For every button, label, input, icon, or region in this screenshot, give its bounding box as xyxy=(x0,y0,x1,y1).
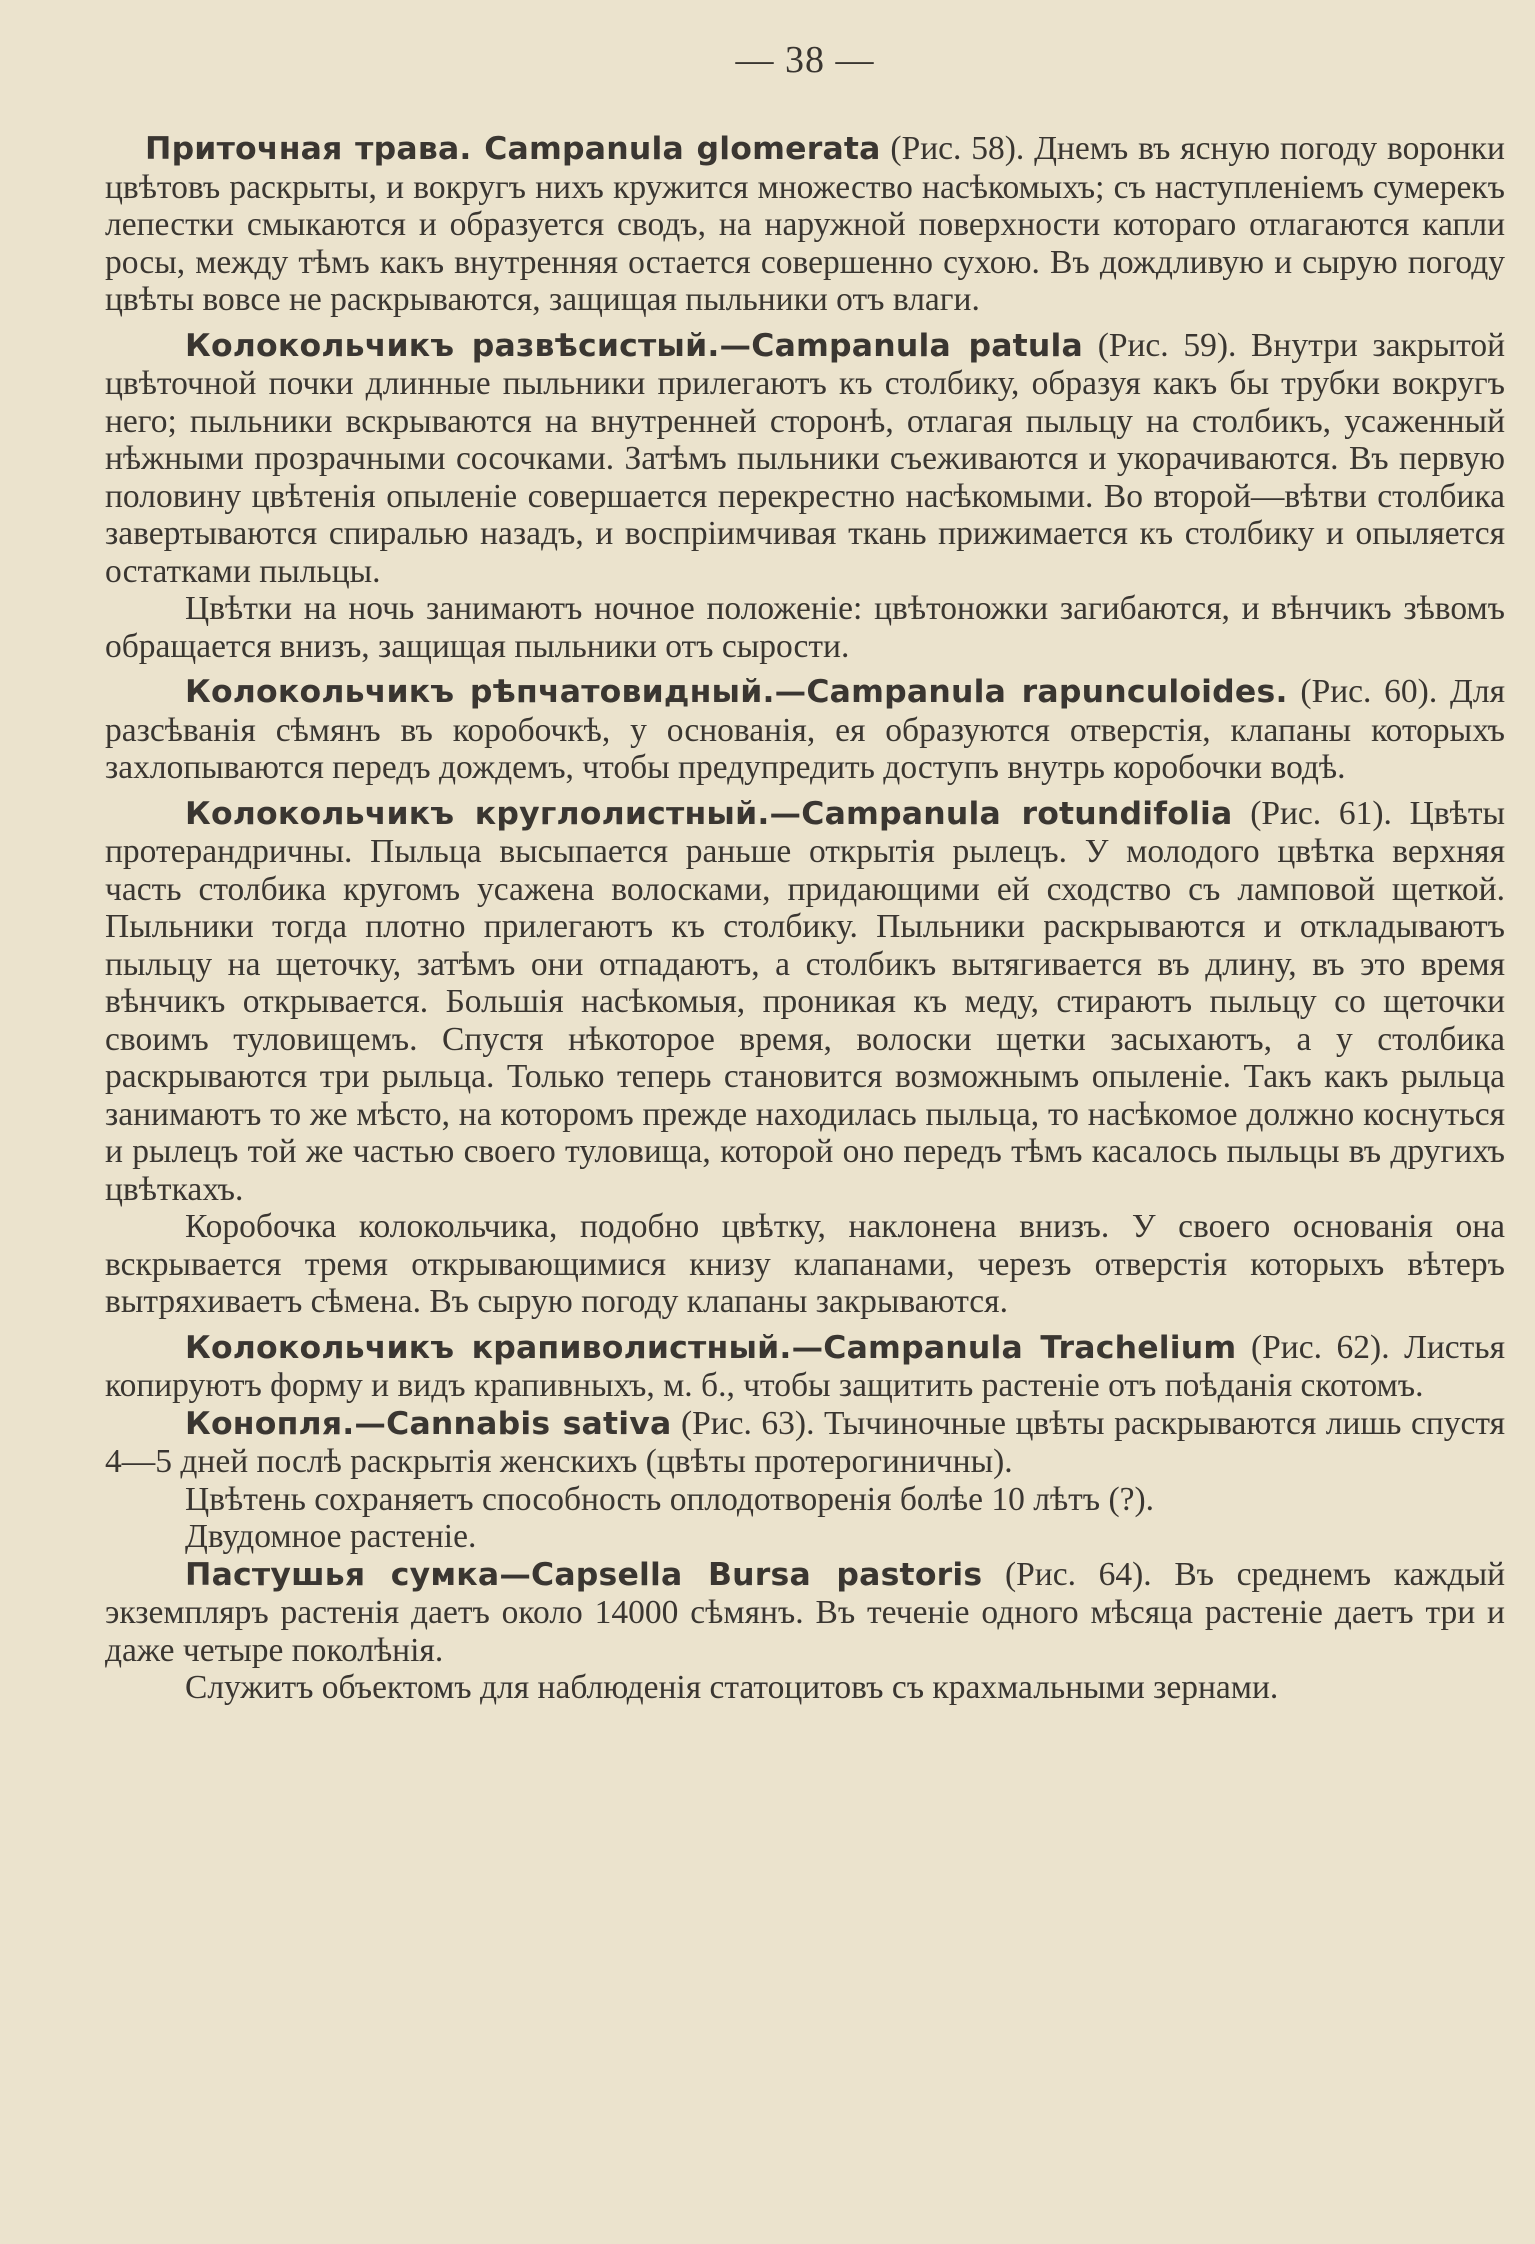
entry-heading: Пастушья сумка—Capsella Bursa pastoris xyxy=(185,1556,983,1593)
paragraph-text: (Рис. 64). Въ среднемъ каждый экземпляръ растенія даетъ около 14000 сѣмянъ. Въ теченіе одного мѣсяца растеніе даетъ три и даже четыре поколѣнія. xyxy=(105,1555,1506,1669)
paragraph xyxy=(105,1481,1505,1519)
paragraph-text: Цвѣтки на ночь занимаютъ ночное положеніе: цвѣтоножки загибаются, и вѣнчикъ зѣвомъ обращается внизъ, защищая пыльники отъ сырости. xyxy=(105,590,1505,665)
paragraph-text: (Рис. 63). Тычиночные цвѣты раскрываются лишь спустя 4—5 дней послѣ раскрытія женскихъ (цвѣты протерогиничны). xyxy=(105,1404,1505,1480)
paragraph xyxy=(105,327,1505,591)
paragraph xyxy=(105,673,1505,787)
paragraph xyxy=(105,1208,1505,1321)
paragraph-text: (Рис. 59). Внутри закрытой цвѣточной почки длинные пыльники прилегаютъ къ столбику, образуя какъ бы трубки вокругъ него; пыльники вскрываются на внутренней сторонѣ, отлагая пыльцу на столбикъ, усаженный нѣжными прозрачными сосочками. Затѣмъ пыльники съеживаются и укорачиваются. Въ первую половину цвѣтенія опыленіе совершается перекрестно насѣкомыми. Во второй—вѣтви столбика завертываются спиралью назадъ, и воспріимчивая ткань прижимается къ столбику и опыляется остатками пыльцы. xyxy=(105,326,1506,590)
paragraph-text: (Рис. 60). Для разсѣванія сѣмянъ въ коробочкѣ, у основанія, ея образуются отверстія, клапаны которыхъ захлопываются передъ дождемъ, чтобы предупредить доступъ внутрь коробочки водѣ. xyxy=(105,673,1505,786)
entry-heading: Колокольчикъ рѣпчатовидный.—Campanula rapunculoides. xyxy=(185,674,1288,710)
paragraph xyxy=(105,590,1505,665)
entry-heading: Колокольчикъ крапиволистный.—Campanula Trachelium xyxy=(185,1329,1237,1366)
paragraph-text: Двудомное растеніе. xyxy=(185,1518,477,1555)
paragraph xyxy=(105,1329,1505,1405)
paragraph-text: Цвѣтень сохраняетъ способность оплодотворенія болѣе 10 лѣтъ (?). xyxy=(185,1480,1155,1518)
paragraph-text: (Рис. 61). Цвѣты протерандричны. Пыльца высыпается раньше открытія рылецъ. У молодого цвѣтка верхняя часть столбика кругомъ усажена волосками, придающими ей сходство съ ламповой щеткой. Пыльники тогда плотно прилегаютъ къ столбику. Пыльники раскрываются и откладываютъ пыльцу на щеточку, затѣмъ они отпадаютъ, а столбикъ вытягивается въ длину, въ это время вѣнчикъ открывается. Большія насѣкомыя, проникая къ меду, стираютъ пыльцу со щеточки своимъ туловищемъ. Спустя нѣкоторое время, волоски щетки засыхаютъ, а у столбика раскрываются три рыльца. Только теперь становится возможнымъ опыленіе. Такъ какъ рыльца занимаютъ то же мѣсто, на которомъ прежде находилась пыльца, то насѣкомое должно коснуться и рылецъ той же частью своего туловища, которой оно передъ тѣмъ касалось пыльцы въ другихъ цвѣткахъ. xyxy=(105,794,1505,1208)
entry-heading: Колокольчикъ развѣсистый.—Campanula patula xyxy=(185,327,1083,364)
paragraph xyxy=(105,1556,1505,1670)
paragraph-text: (Рис. 62). Листья копируютъ форму и видъ крапивныхъ, м. б., чтобы защитить растеніе отъ поѣданія скотомъ. xyxy=(105,1328,1505,1404)
page-number: — 38 — xyxy=(735,39,875,81)
paragraph xyxy=(105,130,1505,319)
text-body xyxy=(105,130,1505,1707)
entry-heading: Приточная трава. Campanula glomerata xyxy=(145,131,881,167)
paragraph-text: (Рис. 58). Днемъ въ ясную погоду воронки цвѣтовъ раскрыты, и вокругъ нихъ кружится множество насѣкомыхъ; съ наступленіемъ сумерекъ лепестки смыкаются и образуется сводъ, на наружной поверхности котораго отлагаются капли росы, между тѣмъ какъ внутренняя остается совершенно сухою. Въ дождливую и сырую погоду цвѣты вовсе не раскрываются, защищая пыльники отъ влаги. xyxy=(105,130,1505,318)
entry-heading: Конопля.—Cannabis sativa xyxy=(185,1405,672,1442)
paragraph xyxy=(105,1669,1505,1707)
paragraph-text: Служитъ объектомъ для наблюденія статоцитовъ съ крахмальными зернами. xyxy=(185,1669,1279,1706)
document-page xyxy=(105,38,1505,1707)
paragraph xyxy=(105,1405,1505,1481)
paragraph xyxy=(105,1518,1505,1556)
paragraph xyxy=(105,795,1505,1209)
paragraph-text: Коробочка колокольчика, подобно цвѣтку, наклонена внизъ. У своего основанія она вскрывается тремя открывающимися книзу клапанами, черезъ отверстія которыхъ вѣтеръ вытряхиваетъ сѣмена. Въ сырую погоду клапаны закрываются. xyxy=(105,1208,1505,1320)
entry-heading: Колокольчикъ круглолистный.—Campanula rotundifolia xyxy=(185,795,1233,832)
